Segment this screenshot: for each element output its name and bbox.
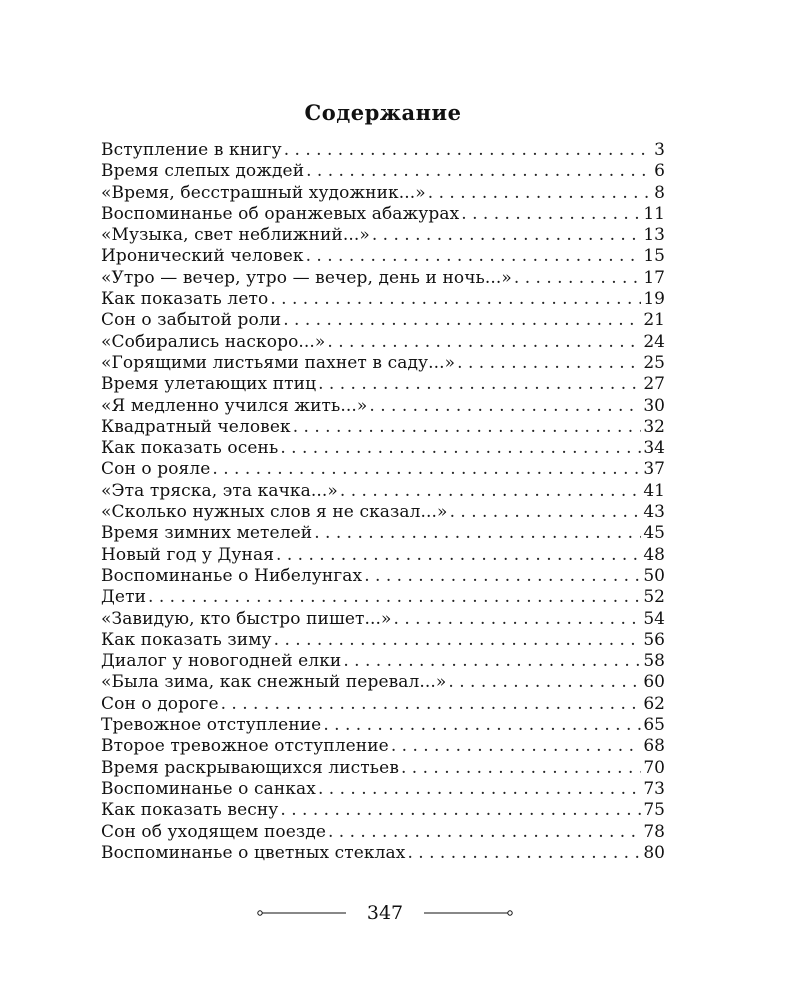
right-ornament-rule (422, 910, 514, 916)
toc-entry-title: «Сколько нужных слов я не сказал...» (101, 502, 448, 523)
toc-entry (101, 438, 665, 459)
toc-entry-title: Диалог у новогодней елки (101, 651, 342, 672)
toc-entry-page: 21 (643, 310, 665, 331)
dot-leader (274, 630, 642, 651)
toc-entry-page: 50 (643, 565, 665, 586)
toc-entry-page: 75 (643, 800, 665, 821)
toc-entry-title: Как показать зиму (101, 629, 272, 650)
toc-entry-title: Квадратный человек (101, 416, 291, 437)
toc-entry (101, 587, 665, 608)
toc-entry-page: 54 (643, 608, 665, 629)
toc-entry-page: 56 (643, 629, 665, 650)
toc-entry (101, 353, 665, 374)
toc-entry (101, 630, 665, 651)
dot-leader (369, 396, 641, 417)
toc-entry (101, 545, 665, 566)
toc-entry-title: Время улетающих птиц (101, 374, 317, 395)
page-footer (256, 898, 512, 928)
left-ornament-rule (256, 910, 348, 916)
toc-entry-title: Второе тревожное отступление (101, 736, 389, 757)
toc-entry-page: 37 (643, 459, 665, 480)
toc-entry-page: 68 (643, 736, 665, 757)
toc-entry (101, 779, 665, 800)
dot-leader (394, 609, 642, 630)
toc-entry-title: «Эта тряска, эта качка...» (101, 480, 338, 501)
toc-entry-title: Сон об уходящем поезде (101, 821, 326, 842)
toc-entry (101, 417, 665, 438)
dot-leader (276, 545, 641, 566)
toc-entry (101, 310, 665, 331)
dot-leader (306, 161, 652, 182)
toc-entry-title: «Горящими листьями пахнет в саду...» (101, 352, 456, 373)
toc-entry (101, 502, 665, 523)
toc-entry-page: 24 (643, 331, 665, 352)
toc-entry-page: 60 (643, 672, 665, 693)
toc-entry (101, 736, 665, 757)
toc-entry-page: 3 (654, 140, 665, 160)
toc-entry-title: Как показать осень (101, 438, 279, 459)
toc-entry (101, 268, 665, 289)
toc-entry-page: 41 (643, 480, 665, 501)
dot-leader (391, 736, 642, 757)
toc-entry-title: Как показать лето (101, 289, 269, 310)
toc-entry (101, 566, 665, 587)
dot-leader (328, 822, 641, 843)
dot-leader (314, 523, 641, 544)
toc-entry-page: 48 (643, 544, 665, 565)
toc-entry (101, 523, 665, 544)
toc-entry (101, 161, 665, 182)
toc-entry-page: 15 (643, 246, 665, 267)
toc-entry-page: 11 (643, 203, 665, 224)
toc-entry-title: Иронический человек (101, 246, 304, 267)
dot-leader (323, 715, 641, 736)
toc-entry-title: Как показать весну (101, 800, 279, 821)
toc-entry (101, 694, 665, 715)
dot-leader (280, 438, 641, 459)
toc-entry-title: «Музыка, свет неближний...» (101, 225, 370, 246)
page-title: Содержание (304, 100, 462, 125)
dot-leader (448, 672, 641, 693)
toc-entry-page: 19 (643, 289, 665, 310)
dot-leader (343, 651, 641, 672)
toc-entry-title: Воспоминанье об оранжевых абажурах (101, 203, 460, 224)
toc-entry-page: 45 (643, 523, 665, 544)
toc-entry-page: 70 (643, 757, 665, 778)
toc-entry (101, 374, 665, 395)
toc-entry-title: Сон о рояле (101, 459, 211, 480)
toc-entry-title: Тревожное отступление (101, 715, 322, 736)
toc-entry (101, 758, 665, 779)
toc-entry-title: Сон о забытой роли (101, 310, 282, 331)
table-of-contents (101, 140, 665, 864)
toc-entry-page: 52 (643, 587, 665, 608)
dot-leader (293, 417, 642, 438)
toc-entry-page: 6 (654, 161, 665, 182)
dot-leader (450, 502, 642, 523)
toc-entry (101, 204, 665, 225)
dot-leader (364, 566, 641, 587)
toc-entry (101, 246, 665, 267)
page-number: 347 (366, 902, 404, 924)
toc-entry (101, 672, 665, 693)
dot-leader (372, 225, 642, 246)
toc-entry (101, 843, 665, 864)
toc-entry-page: 78 (643, 821, 665, 842)
toc-entry-title: Время зимних метелей (101, 523, 313, 544)
dot-leader (283, 310, 641, 331)
dot-leader (318, 779, 641, 800)
toc-entry-page: 27 (643, 374, 665, 395)
dot-leader (428, 183, 652, 204)
toc-entry-page: 13 (643, 225, 665, 246)
toc-entry-title: Воспоминанье о санках (101, 778, 316, 799)
toc-entry-title: Время слепых дождей (101, 161, 305, 182)
dot-leader (318, 374, 641, 395)
dot-leader (340, 481, 641, 502)
toc-entry-title: Воспоминанье о цветных стеклах (101, 842, 406, 863)
toc-entry-page: 17 (643, 267, 665, 288)
toc-entry (101, 715, 665, 736)
dot-leader (284, 140, 652, 161)
toc-entry-title: «Я медленно учился жить...» (101, 395, 368, 416)
toc-entry-title: Сон о дороге (101, 693, 219, 714)
dot-leader (212, 459, 641, 480)
toc-entry (101, 481, 665, 502)
toc-entry-title: «Собирались наскоро...» (101, 331, 326, 352)
dot-leader (306, 246, 642, 267)
toc-entry-page: 30 (643, 395, 665, 416)
toc-entry (101, 651, 665, 672)
dot-leader (270, 289, 641, 310)
toc-entry-page: 8 (654, 182, 665, 203)
toc-entry-title: «Время, бесстрашный художник...» (101, 182, 426, 203)
toc-entry (101, 332, 665, 353)
toc-entry (101, 225, 665, 246)
toc-entry-page: 58 (643, 651, 665, 672)
dot-leader (148, 587, 641, 608)
dot-leader (280, 800, 641, 821)
toc-entry (101, 609, 665, 630)
dot-leader (327, 332, 641, 353)
toc-entry-title: Дети (101, 587, 147, 608)
toc-entry-title: Воспоминанье о Нибелунгах (101, 565, 363, 586)
toc-entry-page: 43 (643, 502, 665, 523)
dot-leader (221, 694, 642, 715)
toc-entry-title: Время раскрывающихся листьев (101, 757, 399, 778)
toc-entry-title: «Утро — вечер, утро — вечер, день и ночь...» (101, 267, 512, 288)
toc-entry (101, 822, 665, 843)
dot-leader (457, 353, 641, 374)
dot-leader (401, 758, 641, 779)
toc-entry-title: «Завидую, кто быстро пишет...» (101, 608, 392, 629)
toc-entry-title: Вступление в книгу (101, 140, 282, 160)
toc-entry-title: Новый год у Дуная (101, 544, 275, 565)
toc-entry-page: 34 (643, 438, 665, 459)
toc-entry (101, 800, 665, 821)
toc-entry-page: 80 (643, 842, 665, 863)
toc-entry (101, 183, 665, 204)
dot-leader (461, 204, 641, 225)
toc-entry (101, 396, 665, 417)
toc-entry-page: 32 (643, 416, 665, 437)
toc-entry-page: 73 (643, 778, 665, 799)
toc-entry-title: «Была зима, как снежный перевал...» (101, 672, 447, 693)
toc-entry-page: 25 (643, 352, 665, 373)
toc-entry (101, 459, 665, 480)
dot-leader (514, 268, 641, 289)
toc-entry (101, 140, 665, 161)
toc-entry-page: 65 (643, 715, 665, 736)
toc-entry (101, 289, 665, 310)
dot-leader (407, 843, 641, 864)
toc-entry-page: 62 (643, 693, 665, 714)
